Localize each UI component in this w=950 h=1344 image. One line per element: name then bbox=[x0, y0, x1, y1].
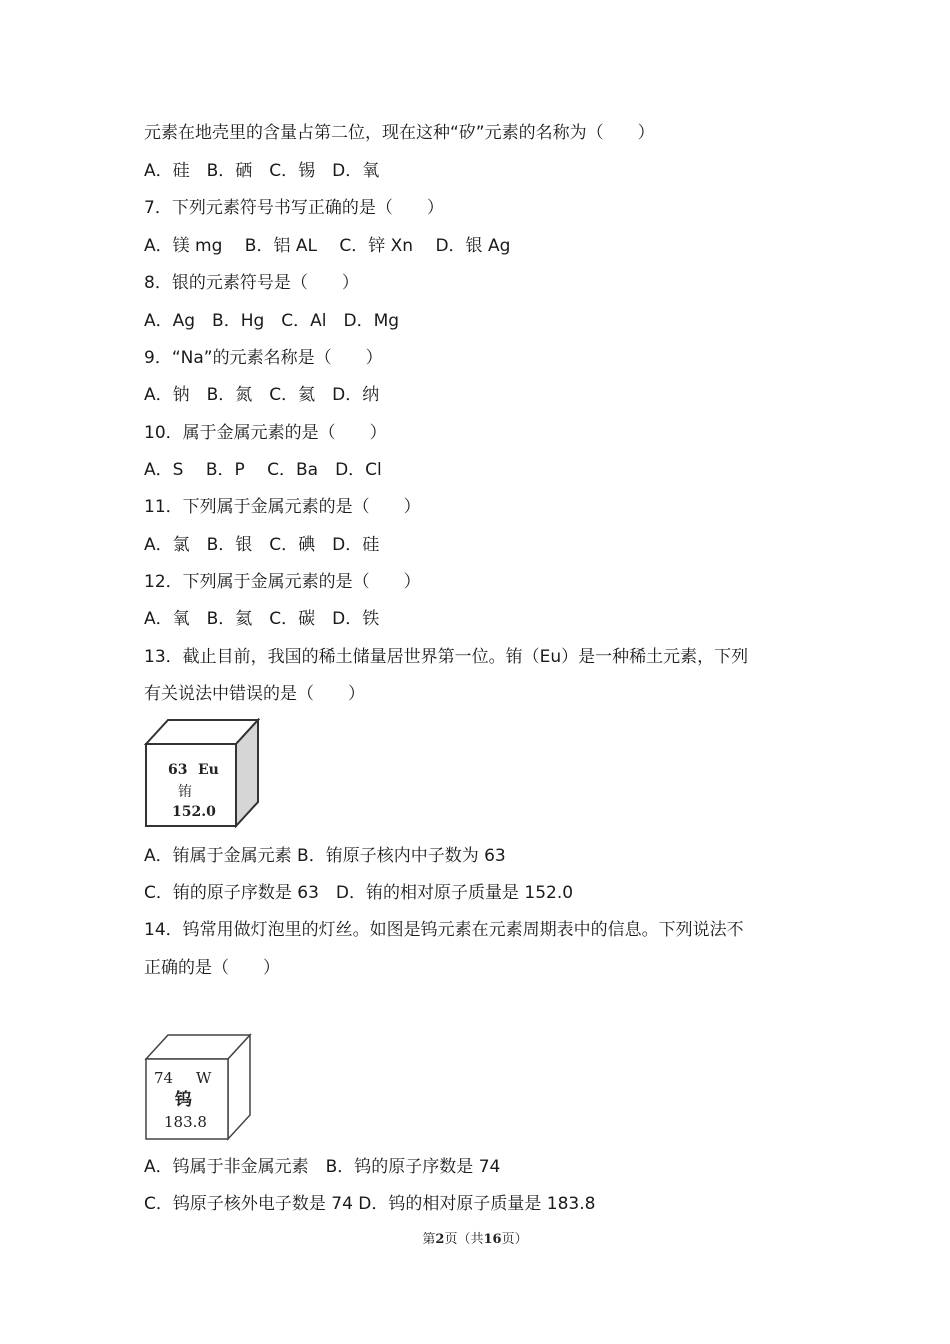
question-9-stem: 9．“Na”的元素名称是（ ） bbox=[144, 348, 383, 368]
w-atomic-number: 74 bbox=[154, 1069, 174, 1087]
footer-page-number: 2 bbox=[435, 1232, 445, 1247]
question-10-options: A．S B．P C．Ba D．Cl bbox=[144, 460, 382, 480]
question-14-stem-line2: 正确的是（ ） bbox=[144, 958, 280, 978]
question-14-stem-line1: 14．钨常用做灯泡里的灯丝。如图是钨元素在元素周期表中的信息。下列说法不 bbox=[144, 920, 744, 940]
question-13-stem-line1: 13．截止目前，我国的稀土储量居世界第一位。铕（Eu）是一种稀土元素，下列 bbox=[144, 647, 749, 667]
eu-name: 铕 bbox=[178, 784, 192, 800]
question-13-stem-line2: 有关说法中错误的是（ ） bbox=[144, 684, 365, 704]
footer-total-pages: 16 bbox=[483, 1232, 502, 1247]
question-9-options: A．钠 B．氮 C．氦 D．纳 bbox=[144, 385, 380, 405]
question-13-options-cd: C．铕的原子序数是 63 D．铕的相对原子质量是 152.0 bbox=[144, 883, 574, 903]
question-7-stem: 7．下列元素符号书写正确的是（ ） bbox=[144, 198, 444, 218]
question-7-options: A．镁 mg B．铝 AL C．锌 Xn D．银 Ag bbox=[144, 236, 511, 256]
question-12-stem: 12．下列属于金属元素的是（ ） bbox=[144, 572, 421, 592]
footer-suffix: 页） bbox=[501, 1232, 528, 1247]
w-symbol: W bbox=[196, 1069, 212, 1087]
europium-element-card bbox=[144, 718, 262, 832]
question-6-options: A．硅 B．硒 C．锡 D．氧 bbox=[144, 161, 380, 181]
question-11-options: A．氯 B．银 C．碘 D．硅 bbox=[144, 535, 380, 555]
question-8-stem: 8．银的元素符号是（ ） bbox=[144, 273, 359, 293]
question-10-stem: 10．属于金属元素的是（ ） bbox=[144, 423, 387, 443]
w-name: 钨 bbox=[175, 1090, 192, 1110]
w-atomic-mass: 183.8 bbox=[164, 1113, 207, 1131]
question-13-options-ab: A．铕属于金属元素 B．铕原子核内中子数为 63 bbox=[144, 846, 506, 866]
question-14-options-cd: C．钨原子核外电子数是 74 D．钨的相对原子质量是 183.8 bbox=[144, 1194, 596, 1214]
eu-atomic-number: 63 bbox=[168, 762, 188, 778]
question-6-stem: 元素在地壳里的含量占第二位，现在这种“矽”元素的名称为（ ） bbox=[144, 123, 655, 143]
question-14-options-ab: A．钨属于非金属元素 B．钨的原子序数是 74 bbox=[144, 1157, 501, 1177]
eu-symbol: Eu bbox=[198, 762, 219, 778]
question-11-stem: 11．下列属于金属元素的是（ ） bbox=[144, 497, 421, 517]
footer-prefix: 第 bbox=[422, 1232, 436, 1247]
eu-atomic-mass: 152.0 bbox=[172, 804, 216, 820]
question-8-options: A．Ag B．Hg C．Al D．Mg bbox=[144, 311, 400, 331]
page-footer bbox=[0, 1228, 950, 1247]
tungsten-element-card bbox=[144, 1033, 254, 1145]
question-12-options: A．氧 B．氦 C．碳 D．铁 bbox=[144, 609, 380, 629]
footer-middle: 页（共 bbox=[444, 1232, 484, 1247]
